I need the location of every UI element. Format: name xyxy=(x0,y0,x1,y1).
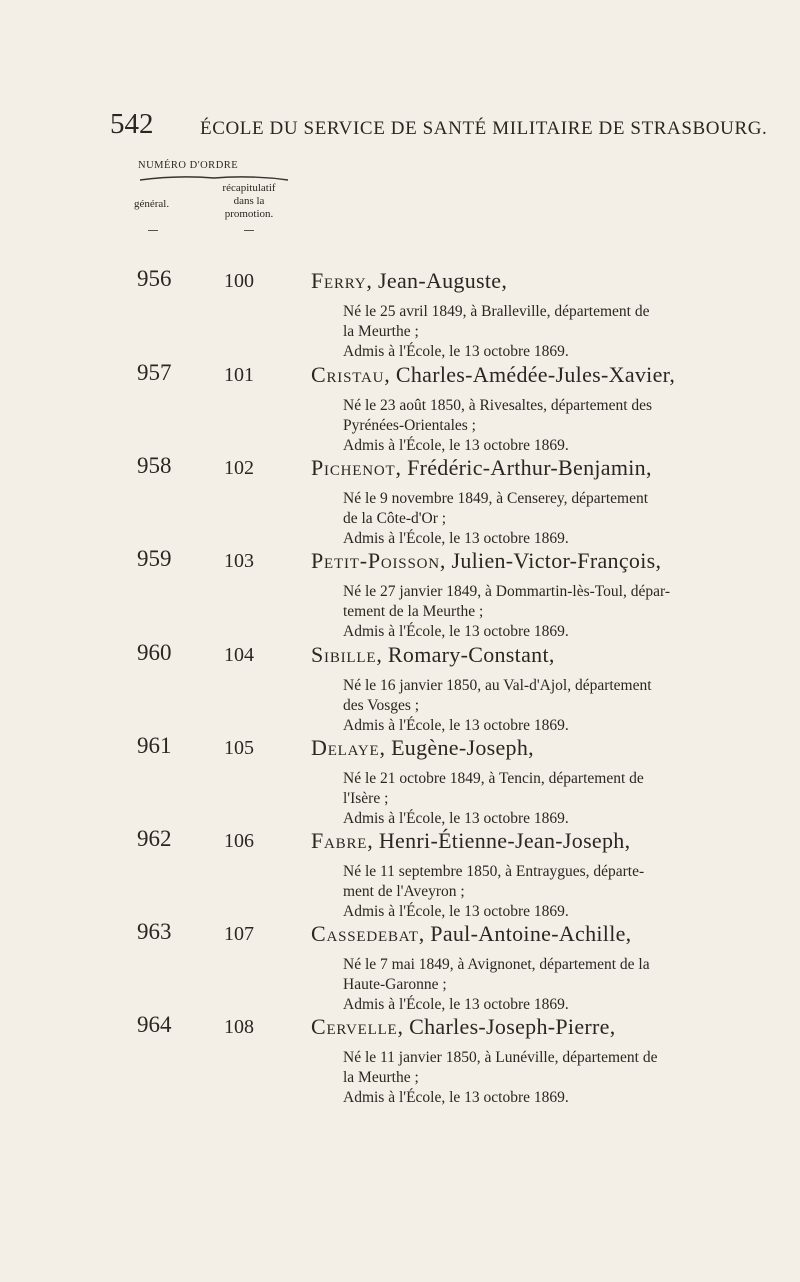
person-name xyxy=(311,642,555,668)
detail-line: Né le 21 octobre 1849, à Tencin, département de xyxy=(343,770,644,787)
person-name xyxy=(311,735,534,761)
person-name xyxy=(311,455,652,481)
number-general: 957 xyxy=(137,360,172,385)
given-names: , Romary-Constant, xyxy=(376,642,555,667)
number-recapitulatif: 106 xyxy=(224,830,254,852)
number-recapitulatif: 102 xyxy=(224,457,254,479)
detail-line: Admis à l'École, le 13 octobre 1869. xyxy=(343,1089,569,1106)
detail-line: l'Isère ; xyxy=(343,790,389,807)
entry-details xyxy=(343,489,743,549)
detail-line: Né le 16 janvier 1850, au Val-d'Ajol, département xyxy=(343,677,652,694)
entry-details xyxy=(343,862,743,922)
column-header-recapitulatif-line2: dans la xyxy=(233,195,265,207)
surname: Fabre xyxy=(311,828,368,853)
detail-line: Admis à l'École, le 13 octobre 1869. xyxy=(343,530,569,547)
detail-line: la Meurthe ; xyxy=(343,1069,419,1086)
detail-line: des Vosges ; xyxy=(343,697,420,714)
detail-line: Né le 7 mai 1849, à Avignonet, département de la xyxy=(343,956,650,973)
given-names: , Charles-Amédée-Jules-Xavier, xyxy=(384,362,676,387)
detail-line: la Meurthe ; xyxy=(343,323,419,340)
entry-details xyxy=(343,1048,743,1108)
surname: Cervelle xyxy=(311,1014,398,1039)
column-dash-recap xyxy=(244,230,254,231)
running-title: ÉCOLE DU SERVICE DE SANTÉ MILITAIRE DE STRASBOURG. xyxy=(200,118,768,139)
given-names: , Charles-Joseph-Pierre, xyxy=(397,1014,616,1039)
number-recapitulatif: 100 xyxy=(224,270,254,292)
brace-decoration xyxy=(140,175,288,181)
number-general: 962 xyxy=(137,826,172,851)
running-head xyxy=(110,108,768,144)
detail-line: Né le 23 août 1850, à Rivesaltes, département des xyxy=(343,397,653,414)
detail-line: Né le 9 novembre 1849, à Censerey, département xyxy=(343,490,649,507)
column-header-general: général. xyxy=(134,198,170,210)
entry-details xyxy=(343,396,743,456)
entry-details xyxy=(343,302,743,362)
person-name xyxy=(311,1014,616,1040)
column-header-main: NUMÉRO D'ORDRE xyxy=(138,160,239,171)
given-names: , Henri-Étienne-Jean-Joseph, xyxy=(367,828,631,853)
number-recapitulatif: 105 xyxy=(224,737,254,759)
detail-line: Admis à l'École, le 13 octobre 1869. xyxy=(343,717,569,734)
given-names: , Jean-Auguste, xyxy=(366,268,508,293)
entry-details xyxy=(343,676,743,736)
person-name xyxy=(311,828,630,854)
page-number: 542 xyxy=(110,108,154,140)
detail-line: Admis à l'École, le 13 octobre 1869. xyxy=(343,996,569,1013)
column-header xyxy=(134,160,318,240)
number-general: 956 xyxy=(137,266,172,291)
number-recapitulatif: 101 xyxy=(224,364,254,386)
detail-line: Né le 25 avril 1849, à Bralleville, département de xyxy=(343,303,650,320)
number-general: 960 xyxy=(137,640,172,665)
column-header-recapitulatif xyxy=(204,182,294,221)
surname: Cristau xyxy=(311,362,385,387)
detail-line: Né le 11 septembre 1850, à Entraygues, départe- xyxy=(343,863,645,880)
number-general: 958 xyxy=(137,453,172,478)
number-recapitulatif: 104 xyxy=(224,644,254,666)
detail-line: Admis à l'École, le 13 octobre 1869. xyxy=(343,437,569,454)
surname: Pichenot xyxy=(311,455,396,480)
column-dash-general xyxy=(148,230,158,231)
detail-line: tement de la Meurthe ; xyxy=(343,603,484,620)
detail-line: ment de l'Aveyron ; xyxy=(343,883,465,900)
number-recapitulatif: 103 xyxy=(224,550,254,572)
detail-line: Admis à l'École, le 13 octobre 1869. xyxy=(343,810,569,827)
entry-details xyxy=(343,582,743,642)
detail-line: Pyrénées-Orientales ; xyxy=(343,417,476,434)
given-names: , Paul-Antoine-Achille, xyxy=(418,921,632,946)
entry-details xyxy=(343,769,743,829)
given-names: , Frédéric-Arthur-Benjamin, xyxy=(395,455,652,480)
surname: Delaye xyxy=(311,735,380,760)
surname: Petit-Poisson xyxy=(311,548,440,573)
number-general: 959 xyxy=(137,546,172,571)
person-name xyxy=(311,362,675,388)
detail-line: Admis à l'École, le 13 octobre 1869. xyxy=(343,343,569,360)
person-name xyxy=(311,268,507,294)
number-general: 963 xyxy=(137,919,172,944)
person-name xyxy=(311,548,661,574)
person-name xyxy=(311,921,631,947)
column-header-recapitulatif-line1: récapitulatif xyxy=(222,182,276,194)
surname: Sibille xyxy=(311,642,377,667)
number-general: 964 xyxy=(137,1012,172,1037)
number-recapitulatif: 107 xyxy=(224,923,254,945)
detail-line: Admis à l'École, le 13 octobre 1869. xyxy=(343,623,569,640)
given-names: , Eugène-Joseph, xyxy=(379,735,534,760)
detail-line: de la Côte-d'Or ; xyxy=(343,510,447,527)
number-recapitulatif: 108 xyxy=(224,1016,254,1038)
entry-details xyxy=(343,955,743,1015)
given-names: , Julien-Victor-François, xyxy=(439,548,662,573)
surname: Ferry xyxy=(311,268,367,293)
column-header-recapitulatif-line3: promotion. xyxy=(224,208,274,220)
detail-line: Né le 27 janvier 1849, à Dommartin-lès-Toul, dépar- xyxy=(343,583,671,600)
number-general: 961 xyxy=(137,733,172,758)
detail-line: Né le 11 janvier 1850, à Lunéville, département de xyxy=(343,1049,658,1066)
detail-line: Haute-Garonne ; xyxy=(343,976,447,993)
detail-line: Admis à l'École, le 13 octobre 1869. xyxy=(343,903,569,920)
surname: Cassedebat xyxy=(311,921,419,946)
